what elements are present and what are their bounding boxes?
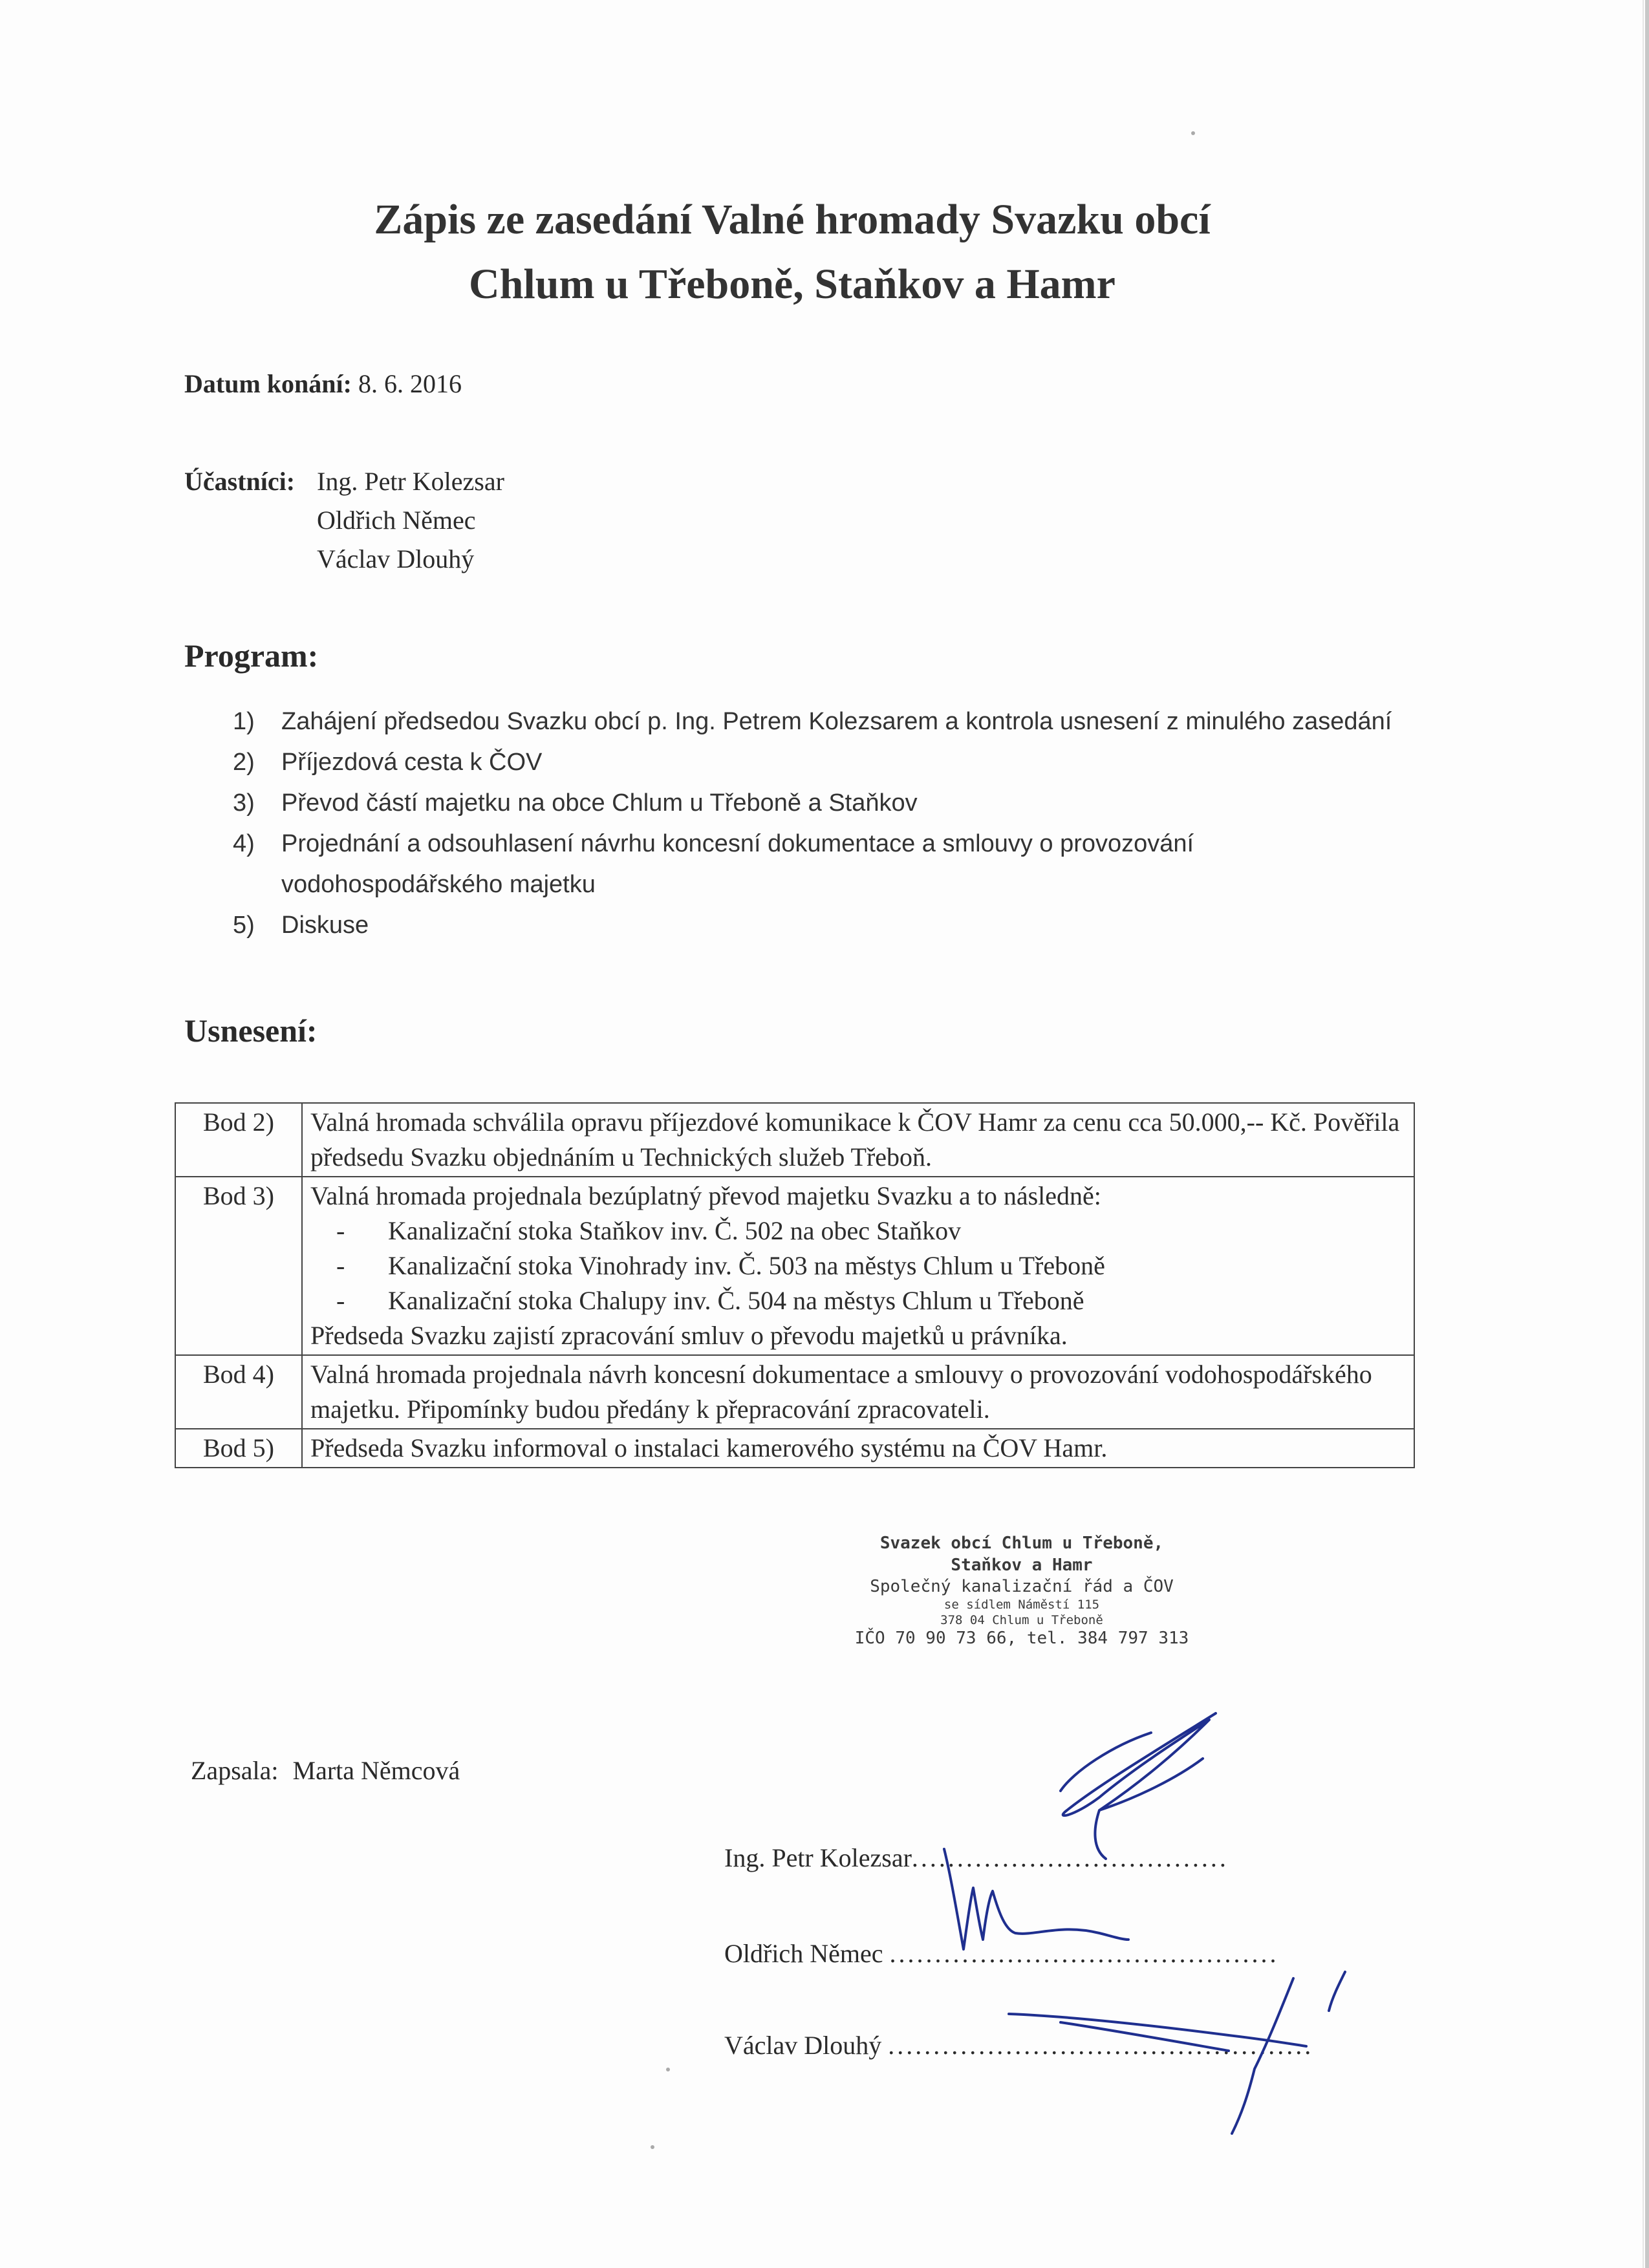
scan-speck [651, 2145, 654, 2149]
stamp-line: Staňkov a Hamr [951, 1556, 1093, 1575]
program-item-number: 5) [233, 912, 255, 939]
resolution-text: Valná hromada projednala návrh koncesní dokumentace a smlouvy o provozování vodohospodářského majetku. Připomínky budou předány k přepracování zpracovateli. [302, 1355, 1414, 1429]
program-item-text: Projednání a odsouhlasení návrhu koncesní dokumentace a smlouvy o provozování vodohospodářského majetku [281, 830, 1194, 898]
resolution-point: Bod 5) [175, 1429, 302, 1468]
program-item-text: Převod částí majetku na obce Chlum u Třeboně a Staňkov [281, 789, 918, 817]
resolution-point: Bod 3) [175, 1177, 302, 1355]
stamp-line: se sídlem Náměstí 115 [943, 1598, 1100, 1612]
list-dash: - [336, 1286, 345, 1315]
recorded-by-name: Marta Němcová [292, 1756, 460, 1785]
signature-nemec [944, 1849, 1128, 1949]
signatory-name: Václav Dlouhý [724, 2031, 882, 2060]
participant-name: Ing. Petr Kolezsar [317, 467, 504, 496]
resolution-text: Valná hromada schválila opravu příjezdové komunikace k ČOV Hamr za cenu cca 50.000,-- Kč. Pověřila předsedu Svazku objednáním u Technických služeb Třeboň. [302, 1103, 1414, 1177]
scan-speck [666, 2068, 670, 2071]
program-item-number: 1) [233, 708, 255, 735]
recorded-by-label: Zapsala: [191, 1756, 279, 1785]
program-item-text: Příjezdová cesta k ČOV [281, 749, 543, 776]
resolution-text: Valná hromada projednala bezúplatný převod majetku Svazku a to následně: [310, 1181, 1101, 1210]
signature-dots: ............................................... [888, 2031, 1314, 2060]
stamp-line: 378 04 Chlum u Třeboně [940, 1613, 1103, 1627]
resolution-followup: Předseda Svazku zajistí zpracování smluv o převodu majetků u právníka. [310, 1321, 1068, 1350]
resolutions-heading: Usnesení: [184, 1012, 318, 1049]
participant-name: Václav Dlouhý [317, 544, 475, 573]
title-line-1: Zápis ze zasedání Valné hromady Svazku obcí [374, 196, 1211, 243]
signatory-name: Ing. Petr Kolezsar [724, 1843, 912, 1872]
participants-label: Účastníci: [184, 467, 296, 496]
signature-dots: ........................................... [889, 1939, 1279, 1968]
resolution-point: Bod 4) [175, 1355, 302, 1429]
program-heading: Program: [184, 637, 319, 674]
list-dash: - [336, 1216, 345, 1245]
resolution-point: Bod 2) [175, 1103, 302, 1177]
list-item-text: Kanalizační stoka Staňkov inv. Č. 502 na obec Staňkov [388, 1216, 962, 1245]
signature-dlouhy [1009, 1972, 1345, 2134]
list-item-text: Kanalizační stoka Vinohrady inv. Č. 503 na městys Chlum u Třeboně [388, 1251, 1105, 1280]
program-item-number: 2) [233, 749, 255, 776]
signatory-name: Oldřich Němec [724, 1939, 883, 1968]
list-dash: - [336, 1251, 345, 1280]
signature-kolezsar [1061, 1713, 1216, 1859]
date-label: Datum konání: [184, 369, 352, 398]
resolution-text: Předseda Svazku informoval o instalaci kamerového systému na ČOV Hamr. [302, 1429, 1414, 1468]
scan-speck [1191, 131, 1195, 135]
program-item-text: Zahájení předsedou Svazku obcí p. Ing. Petrem Kolezsarem a kontrola usnesení z minulého zasedání [281, 708, 1392, 735]
program-item-number: 3) [233, 789, 255, 817]
stamp-line: IČO 70 90 73 66, tel. 384 797 313 [854, 1629, 1189, 1648]
program-item-text: Diskuse [281, 912, 369, 939]
signature-dots: ................................... [911, 1843, 1229, 1872]
program-item-number: 4) [233, 830, 255, 857]
list-item-text: Kanalizační stoka Chalupy inv. Č. 504 na městys Chlum u Třeboně [388, 1286, 1084, 1315]
stamp-line: Společný kanalizační řád a ČOV [870, 1577, 1174, 1596]
title-line-2: Chlum u Třeboně, Staňkov a Hamr [469, 261, 1116, 308]
participant-name: Oldřich Němec [317, 506, 476, 535]
date-value: 8. 6. 2016 [358, 369, 462, 398]
stamp-line: Svazek obcí Chlum u Třeboně, [879, 1534, 1164, 1553]
